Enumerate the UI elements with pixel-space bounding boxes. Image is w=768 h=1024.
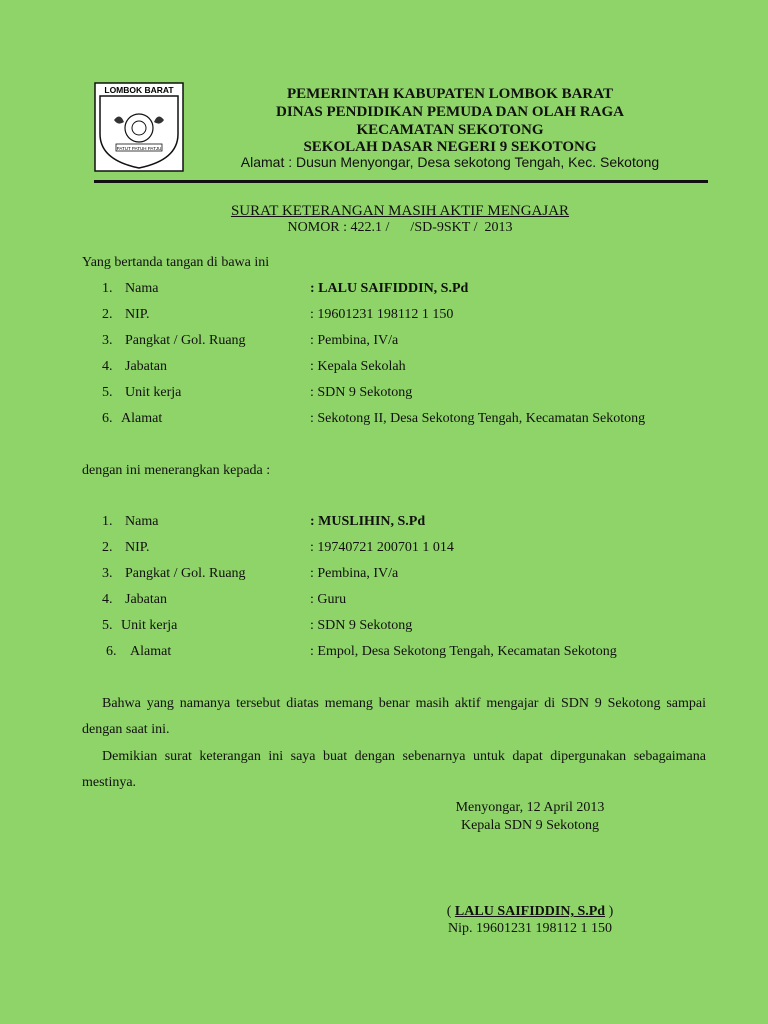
signer-row-name — [0, 281, 768, 301]
letter-number: NOMOR : 422.1 / /SD-9SKT / 2013 — [287, 220, 513, 235]
signer-row-address — [0, 411, 768, 431]
middle-text: dengan ini menerangkan kepada : — [82, 463, 271, 478]
signature-nip: Nip. 19601231 198112 1 150 — [448, 921, 612, 936]
letterhead-government: PEMERINTAH KABUPATEN LOMBOK BARAT — [287, 86, 613, 102]
row-value: : 19740721 200701 1 014 — [310, 540, 454, 555]
letterhead-district: KECAMATAN SEKOTONG — [356, 122, 544, 138]
row-number: 6. — [106, 644, 117, 659]
open-paren: ( — [446, 904, 455, 919]
row-label: NIP. — [125, 307, 150, 322]
row-number: 3. — [102, 566, 113, 581]
close-paren: ) — [605, 904, 614, 919]
closing-paragraph: Demikian surat keterangan ini saya buat dengan sebenarnya untuk dapat dipergunakan sebagaimana mestinya. — [82, 749, 706, 790]
signature-name: LALU SAIFIDDIN, S.Pd — [454, 904, 606, 919]
intro-text: Yang bertanda tangan di bawa ini — [82, 255, 270, 270]
row-number: 4. — [102, 592, 113, 607]
row-value: : Kepala Sekolah — [310, 359, 406, 374]
svg-text:PATUT PATUH PATJU: PATUT PATUH PATJU — [116, 146, 162, 151]
letterhead-department: DINAS PENDIDIKAN PEMUDA DAN OLAH RAGA — [276, 104, 624, 120]
signer-row-unit — [0, 385, 768, 405]
letterhead-school: SEKOLAH DASAR NEGERI 9 SEKOTONG — [303, 139, 597, 155]
row-number: 2. — [102, 307, 113, 322]
row-number: 1. — [102, 514, 113, 529]
letter-title: SURAT KETERANGAN MASIH AKTIF MENGAJAR — [230, 203, 570, 219]
row-number: 1. — [102, 281, 113, 296]
row-value: : Pembina, IV/a — [310, 566, 399, 581]
row-label: Alamat — [130, 644, 172, 659]
row-label: Pangkat / Gol. Ruang — [125, 566, 246, 581]
row-number: 6. — [102, 411, 113, 426]
row-value: : Guru — [310, 592, 347, 607]
subject-row-name — [0, 514, 768, 534]
row-label: Jabatan — [125, 359, 167, 374]
row-label: Unit kerja — [121, 618, 178, 633]
signer-row-nip — [0, 307, 768, 327]
subject-row-position — [0, 592, 768, 612]
row-number: 5. — [102, 385, 113, 400]
row-value: : Sekotong II, Desa Sekotong Tengah, Kecamatan Sekotong — [310, 411, 646, 426]
signer-row-position — [0, 359, 768, 379]
signature-position: Kepala SDN 9 Sekotong — [460, 818, 600, 833]
row-value: : 19601231 198112 1 150 — [310, 307, 454, 322]
row-value: : Empol, Desa Sekotong Tengah, Kecamatan Sekotong — [310, 644, 617, 659]
row-label: Jabatan — [125, 592, 167, 607]
row-number: 2. — [102, 540, 113, 555]
regency-logo — [94, 82, 184, 172]
row-label: Unit kerja — [125, 385, 182, 400]
row-label: Nama — [125, 281, 159, 296]
row-number: 5. — [102, 618, 113, 633]
row-value: : MUSLIHIN, S.Pd — [310, 514, 426, 529]
row-label: Alamat — [121, 411, 163, 426]
signature-place-date: Menyongar, 12 April 2013 — [455, 800, 605, 815]
row-value: : Pembina, IV/a — [310, 333, 399, 348]
subject-row-rank — [0, 566, 768, 586]
row-value: : SDN 9 Sekotong — [310, 385, 413, 400]
row-value: : LALU SAIFIDDIN, S.Pd — [310, 281, 469, 296]
letterhead-address: Alamat : Dusun Menyongar, Desa sekotong Tengah, Kec. Sekotong — [240, 154, 660, 170]
row-label: Pangkat / Gol. Ruang — [125, 333, 246, 348]
svg-text:LOMBOK BARAT: LOMBOK BARAT — [104, 85, 174, 95]
signer-row-rank — [0, 333, 768, 353]
subject-row-nip — [0, 540, 768, 560]
statement-paragraph: Bahwa yang namanya tersebut diatas memang benar masih aktif mengajar di SDN 9 Sekotong sampai dengan saat ini. — [82, 696, 706, 737]
row-label: NIP. — [125, 540, 150, 555]
subject-row-address — [0, 644, 768, 664]
row-number: 3. — [102, 333, 113, 348]
row-label: Nama — [125, 514, 159, 529]
letterhead-divider — [94, 180, 708, 183]
row-number: 4. — [102, 359, 113, 374]
subject-row-unit — [0, 618, 768, 638]
row-value: : SDN 9 Sekotong — [310, 618, 413, 633]
signature-name-line — [400, 904, 660, 920]
